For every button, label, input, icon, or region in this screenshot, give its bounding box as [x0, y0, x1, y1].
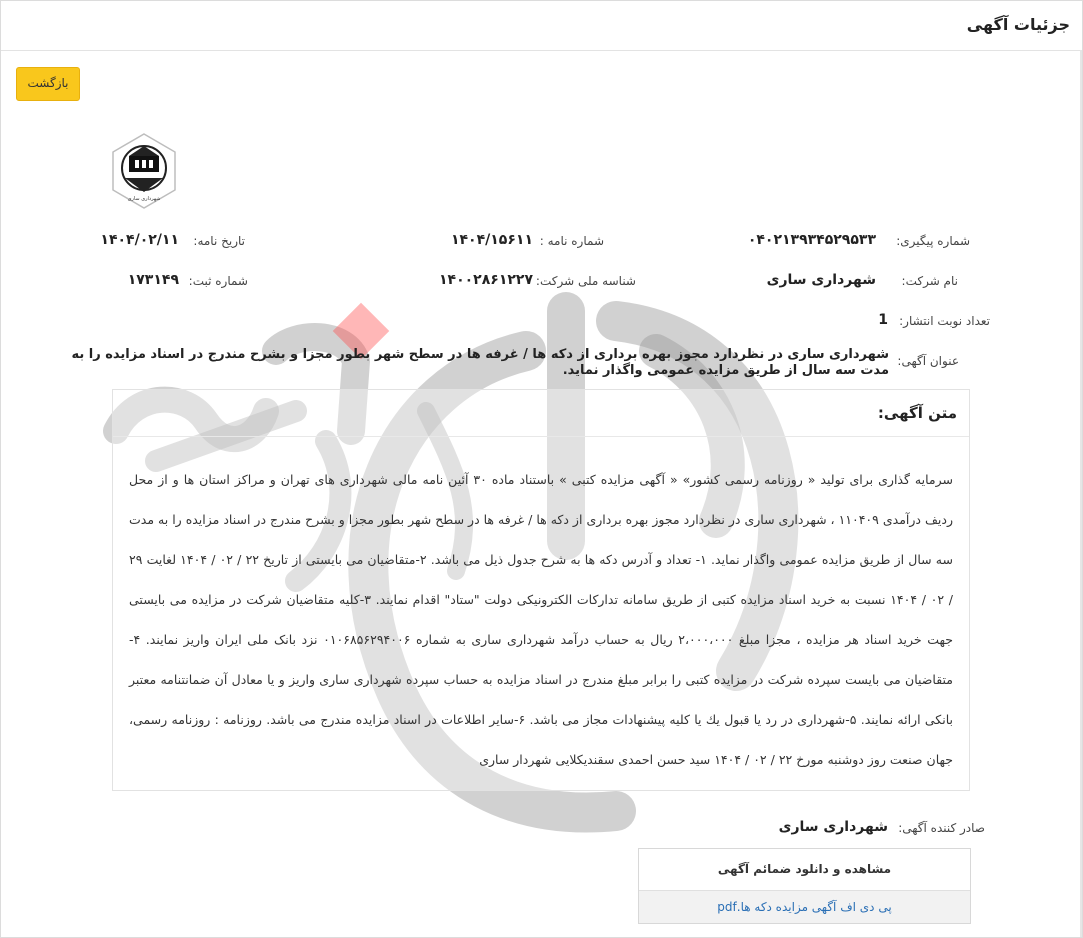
subject-value: شهرداری ساری در نظردارد مجوز بهره برداری از دکه ها / غرفه ها در سطح شهر بطور مجزا و بشرح مندرج در اسناد مزایده را به مدت سه سال از طریق مزایده عمومی واگذار نماید.: [71, 347, 889, 378]
reg-no-value: ۱۷۳۱۴۹: [127, 272, 179, 288]
ad-text-panel: [112, 389, 970, 791]
page-title: جزئیات آگهی: [966, 15, 1070, 34]
tracking-no-label: شماره پیگیری:: [896, 234, 970, 248]
divider: [113, 436, 969, 437]
letter-date-label: تاریخ نامه:: [193, 234, 245, 248]
scrollbar[interactable]: [1080, 50, 1082, 937]
national-id-value: ۱۴۰۰۲۸۶۱۲۲۷: [439, 272, 533, 288]
publish-count-label: تعداد نوبت انتشار:: [899, 314, 990, 328]
svg-text:شهرداری ساری: شهرداری ساری: [127, 196, 161, 202]
issuer-value: شهرداری ساری: [778, 819, 888, 835]
company-logo: [109, 132, 179, 210]
issuer-label: صادر کننده آگهی:: [898, 821, 985, 835]
reg-no-label: شماره ثبت:: [188, 274, 248, 288]
company-value: شهرداری ساری: [766, 272, 876, 288]
publish-count-value: 1: [878, 312, 888, 328]
ad-text-title: متن آگهی:: [877, 404, 957, 422]
ad-text-body: سرمایه گذاری برای تولید « روزنامه رسمی کشور» « آگهی مزایده کتبی » باستناد ماده ۳۰ آئین نامه مالی شهرداری های تهران و مراکز استان ها و از محل ردیف درآمدی ۱۱۰۴۰۹ ، شهرداری ساری در نظردارد مجوز بهره برداری از دکه ها / غرفه ها در سطح شهر بطور مجزا و بشرح مندرج در اسناد مزایده را به مدت سه سال از طریق مزایده عمومی واگذار نماید. ۱- تعداد و آدرس دکه ها به شرح جدول ذیل می باشد. ۲-متقاضیان می بایستی از تاریخ ۲۲ / ۰۲ / ۱۴۰۴ لغایت ۲۹ / ۰۲ / ۱۴۰۴ نسبت به خرید اسناد مزایده کتبی از طریق سامانه تدارکات الکترونیکی دولت "ستاد" اقدام نمایند. ۳-کلیه متقاضیان شرکت در مزایده می بایستی جهت خرید اسناد هر مزایده ، مجزا مبلغ ۲،۰۰۰،۰۰۰ ریال به حساب درآمد شهرداری ساری به شماره ۰۱۰۶۸۵۶۲۹۴۰۰۶ نزد بانک ملی ایران واریز نمایند. ۴-متقاضیان می بایست سپرده شرکت در مزایده کتبی را برابر مبلغ مندرج در اسناد مزایده به حساب سپرده شهرداری ساری واریز و یا معادل آن ضمانتنامه معتبر بانکی ارائه نمایند. ۵-شهرداری در رد یا قبول یك یا کلیه پیشنهادات مجاز می باشد. ۶-سایر اطلاعات در اسناد مزایده مندرج می باشد. روزنامه : روزنامه رسمی، جهان صنعت روز دوشنبه مورخ ۲۲ / ۰۲ / ۱۴۰۴ سید حسن احمدی سقندیکلایی شهردار ساری: [129, 472, 954, 767]
tracking-no-value: ۰۴۰۲۱۳۹۳۴۵۲۹۵۳۳: [747, 232, 876, 248]
subject-label: عنوان آگهی:: [897, 354, 959, 368]
back-button[interactable]: بازگشت: [16, 67, 80, 101]
attachment-link[interactable]: پی دی اف آگهی مزایده دکه ها.pdf: [639, 891, 970, 923]
national-id-label: شناسه ملی شرکت:: [535, 274, 636, 288]
company-label: نام شرکت:: [901, 274, 958, 288]
page-header: [1, 1, 1082, 51]
letter-no-value: ۱۴۰۴/۱۵۶۱۱: [450, 232, 533, 248]
letter-no-label: شماره نامه :: [539, 234, 604, 248]
letter-date-value: ۱۴۰۴/۰۲/۱۱: [100, 232, 179, 248]
attachments-title: مشاهده و دانلود ضمائم آگهی: [639, 849, 970, 891]
attachments-panel: [638, 848, 971, 924]
